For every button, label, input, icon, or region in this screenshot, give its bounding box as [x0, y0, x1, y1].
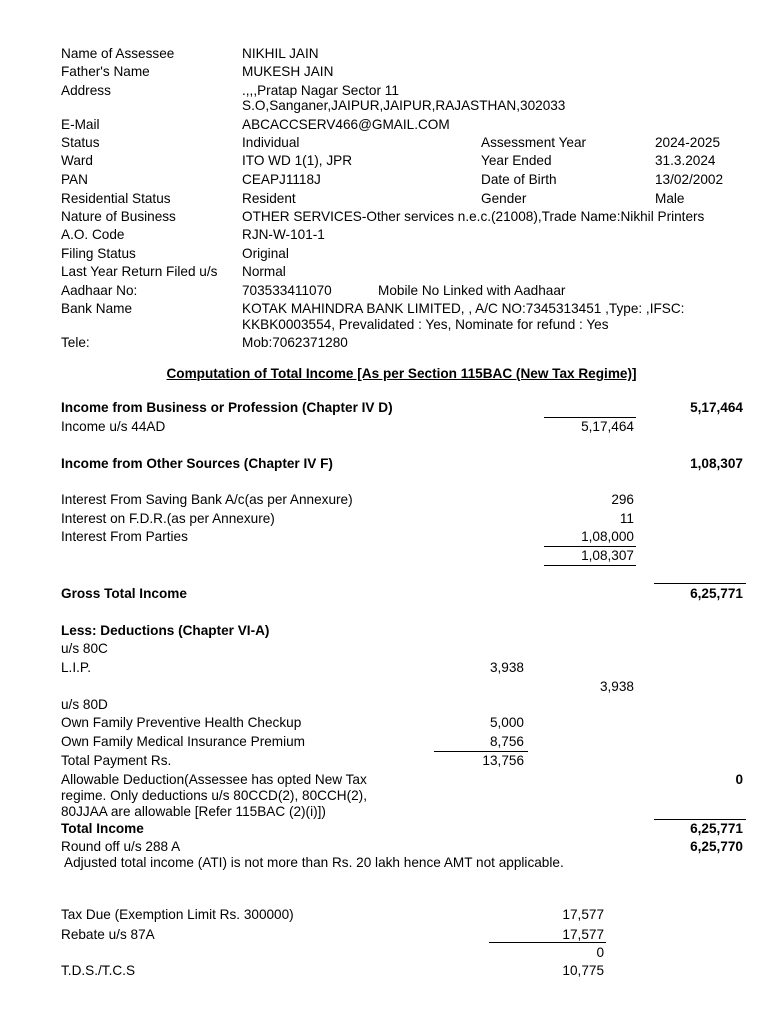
ao-code-label: A.O. Code [61, 227, 125, 242]
bank-line-2: KKBK0003554, Prevalidated : Yes, Nominate for refund : Yes [242, 317, 609, 332]
allowable-line-1: Allowable Deduction(Assessee has opted New Tax [61, 772, 367, 787]
lip-label: L.I.P. [61, 660, 91, 675]
other-subtotal-rule-top [544, 546, 636, 547]
other-item-label: Interest on F.D.R.(as per Annexure) [61, 511, 275, 526]
dob-label: Date of Birth [481, 172, 557, 187]
dob-value: 13/02/2002 [655, 172, 724, 187]
name-value: NIKHIL JAIN [242, 46, 319, 61]
roundoff-label: Round off u/s 288 A [61, 839, 181, 854]
other-item-value: 296 [611, 492, 634, 507]
allowable-value: 0 [735, 772, 743, 787]
father-value: MUKESH JAIN [242, 64, 334, 79]
lip-value: 3,938 [489, 660, 524, 675]
aadhaar-value: 703533411070 [242, 283, 332, 298]
total-payment-label: Total Payment Rs. [61, 753, 172, 768]
medical-label: Own Family Medical Insurance Premium [61, 734, 306, 749]
assessment-year-value: 2024-2025 [655, 135, 721, 150]
us80c-total: 3,938 [599, 679, 634, 694]
us80d-label: u/s 80D [61, 697, 108, 712]
bank-label: Bank Name [61, 301, 133, 316]
gender-label: Gender [481, 191, 527, 206]
us80c-label: u/s 80C [61, 641, 108, 656]
income-44ad-value: 5,17,464 [581, 419, 634, 434]
ati-note: Adjusted total income (ATI) is not more than Rs. 20 lakh hence AMT not applicable. [61, 855, 564, 870]
rebate-label: Rebate u/s 87A [61, 927, 155, 942]
deductions-heading: Less: Deductions (Chapter VI-A) [61, 623, 270, 638]
total-income-value: 6,25,771 [690, 821, 743, 836]
preventive-value: 5,000 [489, 715, 524, 730]
income-44ad-label: Income u/s 44AD [61, 419, 166, 434]
medical-value: 8,756 [489, 734, 524, 749]
tax-due-value: 17,577 [562, 907, 604, 922]
pan-label: PAN [61, 172, 88, 187]
total-income-label: Total Income [61, 821, 144, 836]
other-item-value: 1,08,000 [581, 529, 634, 544]
business-value: OTHER SERVICES-Other services n.e.c.(21008),Trade Name:Nikhil Printers [242, 209, 705, 224]
ward-label: Ward [61, 153, 93, 168]
tds-label: T.D.S./T.C.S [61, 963, 136, 978]
father-label: Father's Name [61, 64, 150, 79]
ao-code-value: RJN-W-101-1 [242, 227, 325, 242]
gender-value: Male [655, 191, 685, 206]
net-tax-value: 0 [596, 945, 604, 960]
other-sources-total: 1,08,307 [690, 456, 743, 471]
year-ended-label: Year Ended [481, 153, 552, 168]
last-year-return-value: Normal [242, 264, 286, 279]
total-income-rule [654, 819, 746, 820]
assessment-year-label: Assessment Year [481, 135, 587, 150]
tds-value: 10,775 [562, 963, 604, 978]
other-sources-heading: Income from Other Sources (Chapter IV F) [61, 456, 333, 471]
pan-value: CEAPJ1118J [242, 172, 321, 187]
other-item-label: Interest From Parties [61, 529, 188, 544]
address-line-2: S.O,Sanganer,JAIPUR,JAIPUR,RAJASTHAN,302033 [242, 98, 566, 113]
other-subtotal-value: 1,08,307 [581, 548, 634, 563]
bank-line-1: KOTAK MAHINDRA BANK LIMITED, , A/C NO:7345313451 ,Type: ,IFSC: [242, 301, 685, 316]
status-value: Individual [242, 135, 300, 150]
status-label: Status [61, 135, 100, 150]
aadhaar-note: Mobile No Linked with Aadhaar [378, 283, 566, 298]
business-income-total: 5,17,464 [690, 400, 743, 415]
gti-rule [654, 583, 746, 584]
filing-status-label: Filing Status [61, 246, 136, 261]
gti-value: 6,25,771 [690, 586, 743, 601]
total-payment-value: 13,756 [482, 753, 524, 768]
rebate-rule [489, 942, 606, 943]
allowable-line-3: 80JJAA are allowable [Refer 115BAC (2)(i)]) [61, 804, 326, 819]
income-44ad-rule [544, 417, 636, 418]
filing-status-value: Original [242, 246, 289, 261]
other-subtotal-rule-bottom [544, 565, 636, 566]
tele-label: Tele: [61, 335, 90, 350]
other-item-value: 11 [619, 511, 634, 526]
other-item-label: Interest From Saving Bank A/c(as per Annexure) [61, 492, 353, 507]
email-value: ABCACCSERV466@GMAIL.COM [242, 117, 450, 132]
gti-label: Gross Total Income [61, 586, 187, 601]
business-income-heading: Income from Business or Profession (Chapter IV D) [61, 400, 393, 415]
last-year-return-label: Last Year Return Filed u/s [61, 264, 218, 279]
allowable-line-2: regime. Only deductions u/s 80CCD(2), 80CCH(2), [61, 788, 367, 803]
address-label: Address [61, 83, 111, 98]
year-ended-value: 31.3.2024 [655, 153, 716, 168]
computation-heading: Computation of Total Income [As per Section 115BAC (New Tax Regime)] [166, 366, 637, 381]
total-payment-rule [434, 751, 528, 752]
aadhaar-label: Aadhaar No: [61, 283, 138, 298]
residential-status-label: Residential Status [61, 191, 171, 206]
residential-status-value: Resident [242, 191, 296, 206]
name-label: Name of Assessee [61, 46, 175, 61]
tele-value: Mob:7062371280 [242, 335, 348, 350]
email-label: E-Mail [61, 117, 100, 132]
ward-value: ITO WD 1(1), JPR [242, 153, 353, 168]
roundoff-value: 6,25,770 [690, 839, 743, 854]
tax-due-label: Tax Due (Exemption Limit Rs. 300000) [61, 907, 294, 922]
rebate-value: 17,577 [562, 927, 604, 942]
address-line-1: .,,,Pratap Nagar Sector 11 [242, 83, 399, 98]
business-label: Nature of Business [61, 209, 176, 224]
preventive-label: Own Family Preventive Health Checkup [61, 715, 302, 730]
